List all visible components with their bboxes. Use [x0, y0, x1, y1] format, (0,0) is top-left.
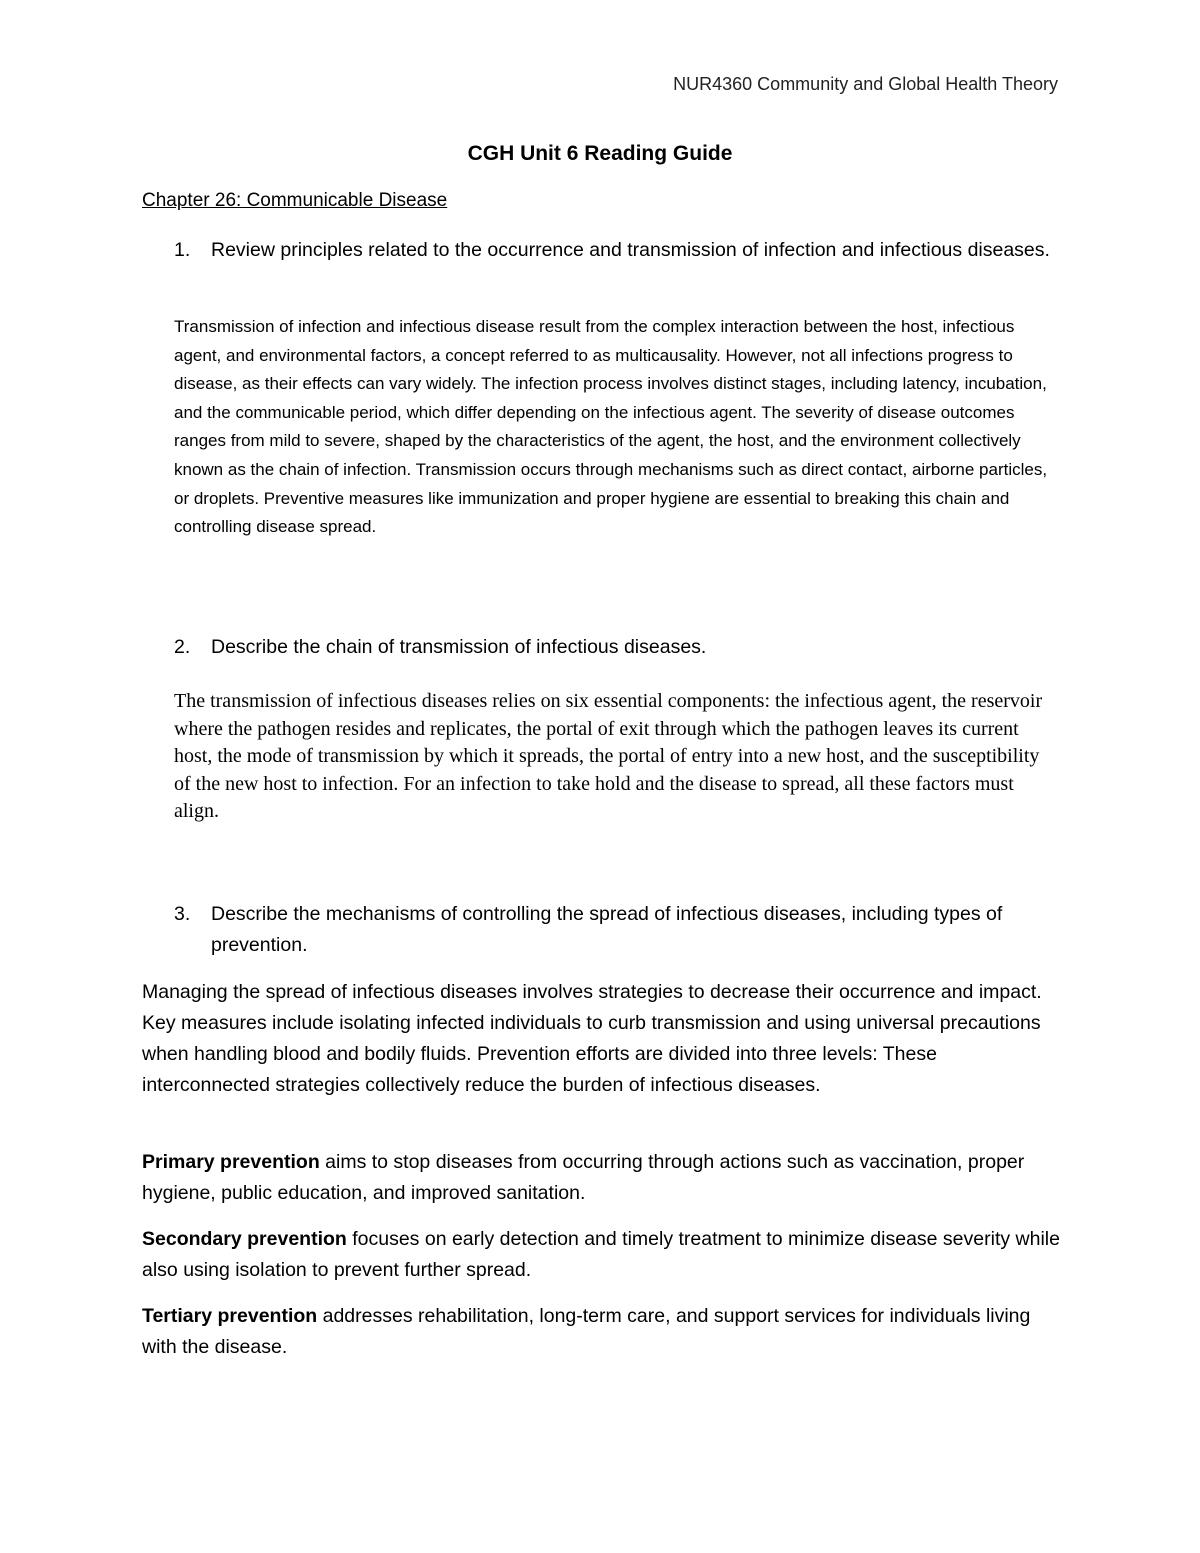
- secondary-prevention-text: focuses on early detection and timely treatment to minimize disease severity while also using isolation to prevent further spread.: [142, 1228, 1060, 1281]
- primary-prevention-paragraph: [142, 1147, 1062, 1209]
- primary-prevention-label: Primary prevention: [142, 1151, 320, 1173]
- answer-2: The transmission of infectious diseases relies on six essential components: the infectious agent, the reservoir where the pathogen resides and replicates, the portal of exit through which the pathogen leaves its current host, the mode of transmission by which it spreads, the portal of entry into a new host, and the susceptibility of the new host to infection. For an infection to take hold and the disease to spread, all these factors must align.: [174, 690, 1043, 822]
- question-number: 3.: [174, 903, 191, 925]
- answer-3-intro: Managing the spread of infectious diseases involves strategies to decrease their occurrence and impact. Key measures include isolating infected individuals to curb transmission and using universal precautions when handling blood and bodily fluids. Prevention efforts are divided into three levels: These interconnected strategies collectively reduce the burden of infectious diseases.: [142, 981, 1042, 1096]
- chapter-heading: Chapter 26: Communicable Disease: [142, 190, 448, 211]
- tertiary-prevention-label: Tertiary prevention: [142, 1305, 318, 1327]
- secondary-prevention-paragraph: [142, 1224, 1062, 1286]
- question-number: 2.: [174, 636, 191, 658]
- answer-1: Transmission of infection and infectious disease result from the complex interaction between the host, infectious agent, and environmental factors, a concept referred to as multicausality. However, not all infections progress to disease, as their effects can vary widely. The infection process involves distinct stages, including latency, incubation, and the communicable period, which differ depending on the infectious agent. The severity of disease outcomes ranges from mild to severe, shaped by the characteristics of the agent, the host, and the environment collectively known as the chain of infection. Transmission occurs through mechanisms such as direct contact, airborne particles, or droplets. Preventive measures like immunization and proper hygiene are essential to breaking this chain and controlling disease spread.: [174, 317, 1048, 537]
- page-title: CGH Unit 6 Reading Guide: [467, 142, 733, 165]
- question-number: 1.: [174, 239, 191, 261]
- question-text: Review principles related to the occurrence and transmission of infection and infectious diseases.: [211, 239, 1050, 261]
- question-2: [174, 632, 1064, 663]
- tertiary-prevention-text: addresses rehabilitation, long-term care, and support services for individuals living with the disease.: [142, 1305, 1031, 1358]
- tertiary-prevention-paragraph: [142, 1301, 1062, 1363]
- page-header: NUR4360 Community and Global Health Theory: [673, 74, 1058, 94]
- question-text: Describe the chain of transmission of infectious diseases.: [211, 636, 707, 658]
- question-1: [174, 235, 1064, 266]
- question-text: Describe the mechanisms of controlling the spread of infectious diseases, including types of prevention.: [211, 903, 1003, 956]
- question-3: [174, 899, 1064, 961]
- primary-prevention-text: aims to stop diseases from occurring through actions such as vaccination, proper hygiene, public education, and improved sanitation.: [142, 1151, 1025, 1204]
- secondary-prevention-label: Secondary prevention: [142, 1228, 347, 1250]
